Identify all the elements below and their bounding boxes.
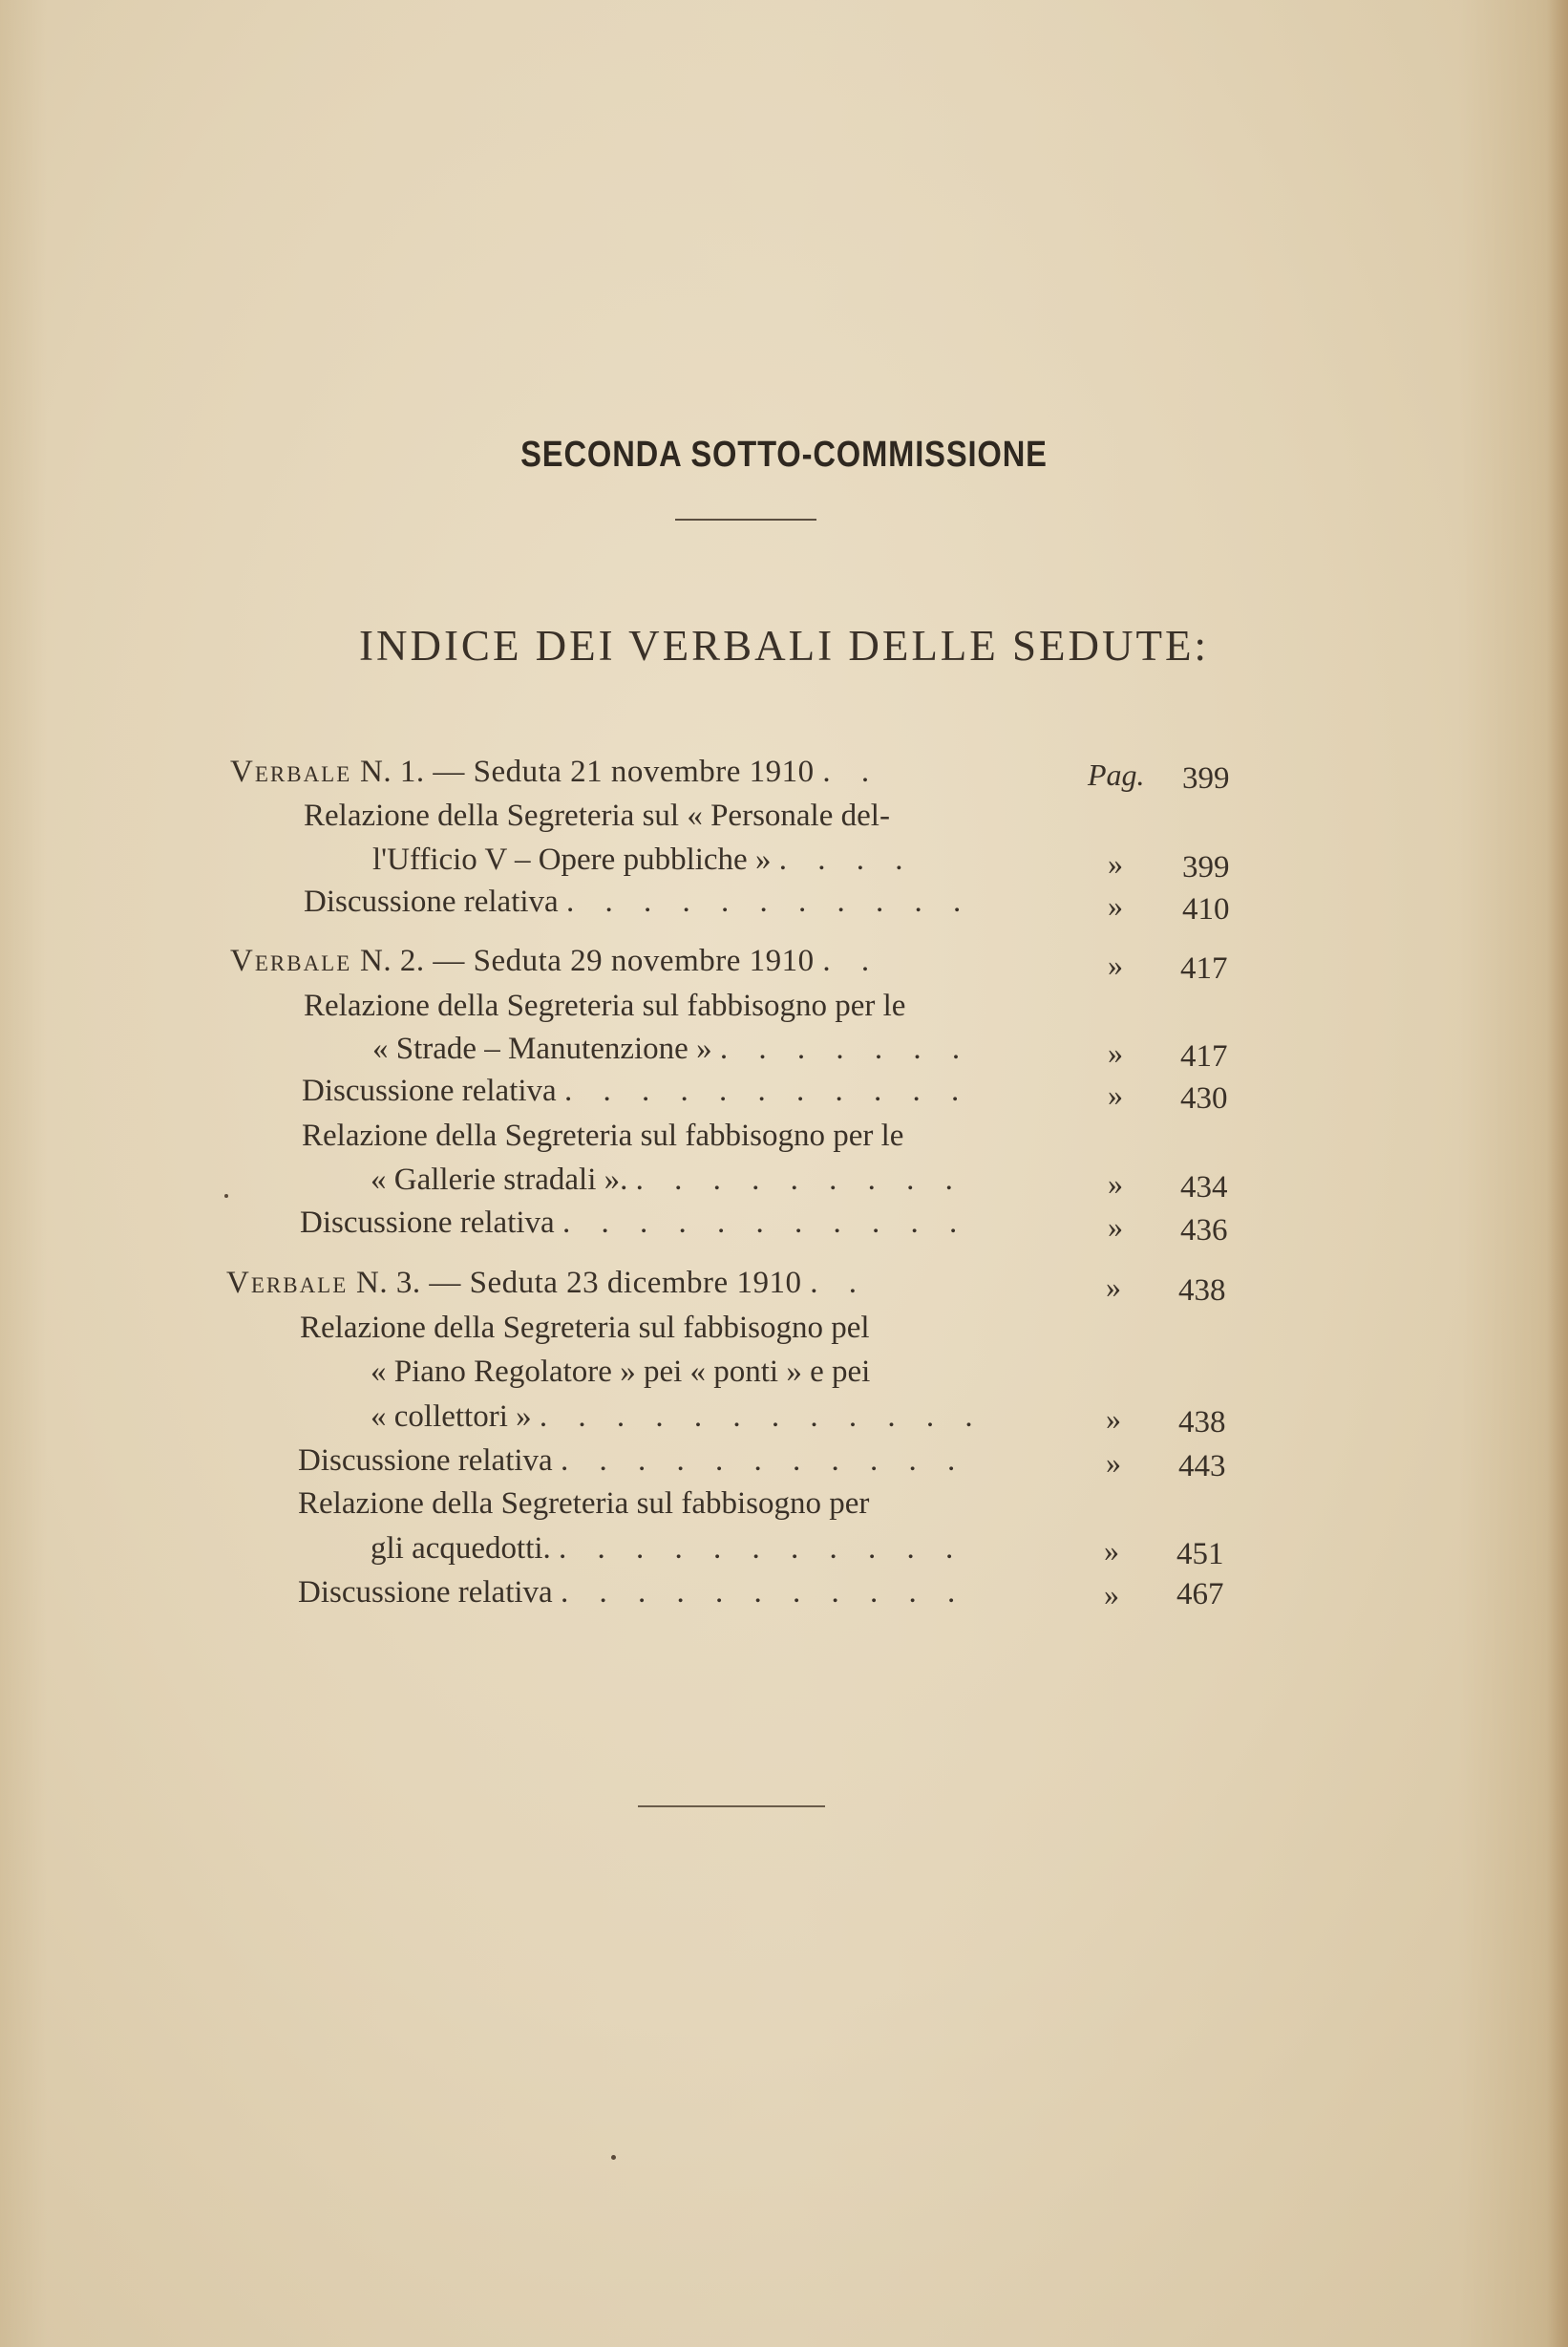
toc-entry [372,1032,971,1067]
page-number: 467 [1176,1577,1224,1611]
toc-entry-text: « Gallerie stradali ». [371,1163,628,1197]
pag-label: Pag. [1088,757,1145,792]
dot-leader: . . . . . . . . . . . . [539,1399,985,1434]
verbale-smallcaps-prefix: Verbale [226,1266,349,1300]
ditto-marker: » [1108,1077,1123,1112]
toc-entry-text: Verbale N. 1. — Seduta 21 novembre 1910 [230,755,815,789]
toc-entry [304,885,972,920]
dot-leader: . . . . . . . . . . . [560,1443,967,1478]
toc-entry-text: gli acquedotti. [371,1531,551,1566]
toc-entry [372,843,914,878]
toc-entry-verbale-1 [230,755,880,790]
toc-entry-text: « Strade – Manutenzione » [372,1032,712,1066]
toc-entry [298,1486,869,1522]
toc-entry [371,1399,985,1435]
page-number: 410 [1182,892,1230,927]
ditto-marker: » [1106,1270,1121,1304]
page-number: 451 [1176,1537,1224,1571]
toc-entry [302,1074,970,1109]
page-number: 438 [1178,1405,1226,1440]
dot-leader: . . . . . . . . . . . [559,1531,965,1566]
toc-entry-text: Verbale N. 3. — Seduta 23 dicembre 1910 [226,1266,802,1300]
page-number: 443 [1178,1449,1226,1483]
toc-entry-text: Discussione relativa [302,1074,557,1108]
toc-entry-verbale-2 [230,944,880,979]
ditto-marker: » [1106,1401,1121,1436]
toc-entry [298,1443,966,1479]
ditto-marker: » [1106,1445,1121,1480]
toc-entry [371,1163,964,1198]
verbale-smallcaps-prefix: Verbale [230,944,352,978]
dot-leader: . . [810,1266,868,1300]
toc-entry-text: Relazione della Segreteria sul fabbisogno per le [302,1119,904,1153]
toc-entry-text: Relazione della Segreteria sul fabbisogno pel [300,1311,870,1345]
ditto-marker: » [1108,846,1123,881]
toc-entry-text: Discussione relativa [300,1206,555,1240]
page-number: 436 [1180,1213,1228,1248]
dot-leader: . . . . . . . . . [635,1163,964,1197]
toc-entry-text: Verbale N. 2. — Seduta 29 novembre 1910 [230,944,815,978]
toc-entry [304,989,905,1024]
toc-entry-text: « collettori » [371,1399,532,1434]
page-number: 430 [1180,1081,1228,1116]
page-number: 399 [1182,761,1230,796]
dot-leader: . . . . [778,843,915,877]
toc-entry-text: Relazione della Segreteria sul fabbisogno per [298,1486,870,1521]
dot-leader: . . [822,755,881,789]
paper-speck [611,2155,616,2160]
ditto-marker: » [1104,1577,1119,1611]
toc-entry-text: Relazione della Segreteria sul « Personale del- [304,799,890,833]
dot-leader: . . . . . . . [719,1032,972,1066]
toc-entry [300,1311,870,1346]
toc-entry-text: « Piano Regolatore » pei « ponti » e pei [371,1355,871,1389]
page-number: 399 [1182,850,1230,885]
page-number: 417 [1180,951,1228,986]
ditto-marker: » [1104,1533,1119,1568]
section-heading: SECONDA SOTTO-COMMISSIONE [520,435,1048,475]
dot-leader: . . [822,944,881,978]
dot-leader: . . . . . . . . . . . [560,1575,967,1610]
toc-entry [298,1575,966,1611]
toc-entry [300,1206,968,1241]
ditto-marker: » [1108,948,1123,982]
toc-entry [371,1355,870,1390]
ditto-marker: » [1108,1166,1123,1201]
toc-entry-text: Discussione relativa [298,1443,553,1478]
toc-entry-verbale-3 [226,1266,868,1301]
page-number: 434 [1180,1170,1228,1205]
toc-entry [371,1531,964,1567]
dot-leader: . . . . . . . . . . . [562,1206,969,1240]
page-number: 438 [1178,1273,1226,1308]
closing-rule [638,1805,825,1807]
ditto-marker: » [1108,1209,1123,1244]
toc-entry-text: l'Ufficio V – Opere pubbliche » [372,843,772,877]
paper-speck [224,1194,228,1198]
verbale-smallcaps-prefix: Verbale [230,755,352,789]
toc-entry-text: Discussione relativa [298,1575,553,1610]
toc-entry-text: Relazione della Segreteria sul fabbisogno per le [304,989,906,1023]
page-number: 417 [1180,1039,1228,1074]
dot-leader: . . . . . . . . . . . [565,885,973,919]
ditto-marker: » [1108,1035,1123,1070]
toc-entry [304,799,890,834]
ditto-marker: » [1108,888,1123,923]
toc-entry-text: Discussione relativa [304,885,559,919]
dot-leader: . . . . . . . . . . . [563,1074,971,1108]
toc-entry [302,1119,903,1154]
index-subtitle: INDICE DEI VERBALI DELLE SEDUTE: [358,622,1210,670]
